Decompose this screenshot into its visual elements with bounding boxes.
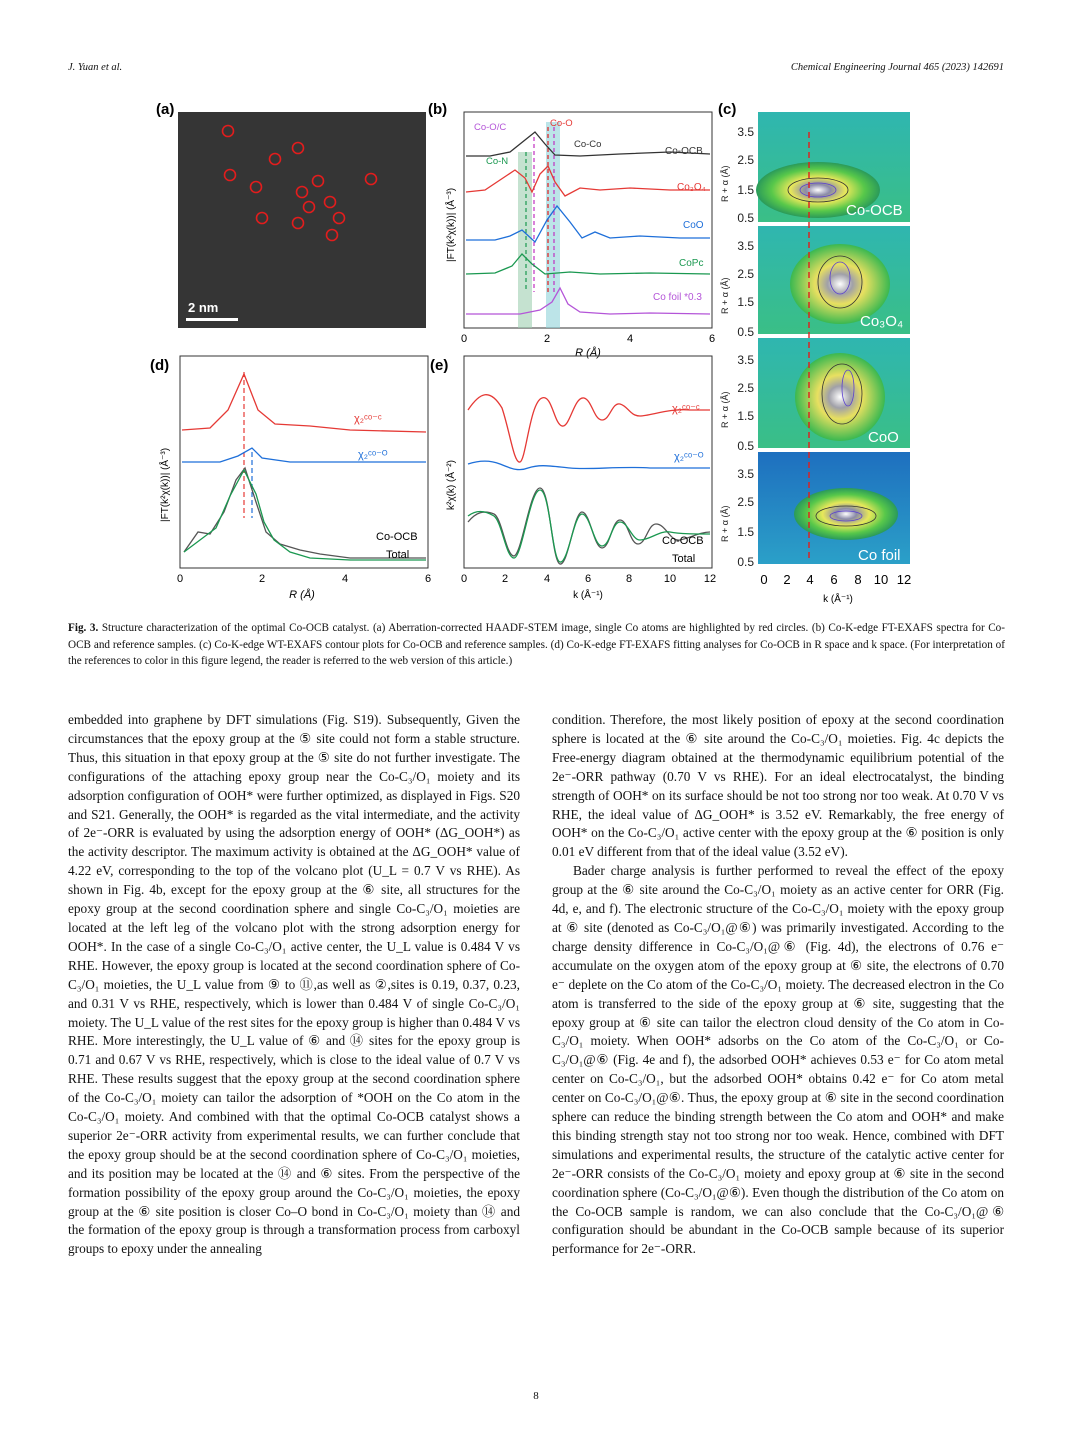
page-number: 8 [533, 1390, 539, 1402]
scale-bar-label: 2 nm [188, 300, 219, 315]
paragraph: condition. Therefore, the most likely position of epoxy at the second coordination sphere is located at the ⑥ site around the Co-C₃/O₁ moieties. Fig. 4c depicts the Free-energy diagram obtained at the thermodynamic equilibrium potential of the 2e⁻-ORR pathway (0.70 V vs RHE). For an ideal electrocatalyst, the binding strength of OOH* on its surface should be not too strong nor too weak. At 0.70 V vs RHE, the ideal value of ΔG_OOH* is 3.52 eV. Remarkably, the free energy of OOH* on the Co-C₃/O₁ active center with the epoxy group at the ⑥ position is only 0.01 eV different from that of the ideal value (3.52 eV). [552, 712, 1004, 860]
panel-b-xlabel: R (Å) [575, 347, 601, 359]
legend-co3o4: Co₃O₄ [677, 182, 706, 193]
panel-c-xtick: 10 [873, 572, 889, 587]
label-chi-co-o: χ₂ᶜᵒ⁻ᴼ [358, 449, 388, 461]
panel-c-ylabel: R + α (Å) [720, 277, 730, 314]
stem-image [178, 112, 426, 328]
panel-c-ytick: 0.5 [737, 555, 754, 569]
panel-c-xtick: 2 [783, 572, 791, 587]
panel-b-plot [444, 112, 715, 359]
panel-c-xtick: 6 [830, 572, 838, 587]
figure-caption [68, 620, 1005, 670]
panel-c-ytick: 3.5 [737, 239, 754, 253]
annotation-co-co: Co-Co [574, 139, 602, 150]
panel-label-b: (b) [428, 101, 448, 118]
running-header-authors: J. Yuan et al. [68, 62, 123, 73]
panel-c-ytick: 3.5 [737, 353, 754, 367]
panel-e-ylabel: k²χ(k) (Å⁻²) [446, 460, 457, 510]
panel-c-ylabel: R + α (Å) [720, 165, 730, 202]
panel-c-xtick: 12 [896, 572, 912, 587]
panel-d-ylabel: |FT(k²χ(k))| (Å⁻³) [160, 447, 171, 522]
series-copc [466, 254, 710, 274]
label-chi-co-o: χ₂ᶜᵒ⁻ᴼ [674, 451, 704, 463]
panel-c-ytick: 2.5 [737, 495, 754, 509]
wt-label-co3o4: Co₃O₄ [860, 313, 904, 330]
panel-c-ytick: 2.5 [737, 153, 754, 167]
panel-b-xtick: 6 [708, 333, 716, 345]
paragraph: embedded into graphene by DFT simulations (Fig. S19). Subsequently, Given the circumstances that the epoxy group at the ⑤ site could not form a stable structure. Thus, this situation in that epoxy group at the ⑤ site do not further investigate. The configurations of the attaching epoxy group near the Co-C₃/O₁ moiety and its adsorption configuration of OOH* were further optimized, as displayed in Figs. S20 and S21. Generally, the OOH* is regarded as the vital intermediate, and the activity of 2e⁻-ORR is evaluated by using the adsorption energy of OOH* (ΔG_OOH*) as the activity descriptor. The maximum activity is obtained at the ΔG_OOH* value of 4.22 eV, corresponding to the top of the volcano plot (U_L = 0.7 V vs RHE). As shown in Fig. 4b, except for the epoxy group at the ⑥ site, all structures for the epoxy group at the second coordination sphere and single Co-C₃/O₁ moieties are located at the left leg of the volcano plot with the strong adsorption energy for OOH*. In the case of a single Co-C₃/O₁ active center, the U_L value is 0.484 V vs RHE. However, the epoxy group is located at the second coordination sphere of Co-C₃/O₁ moieties, the U_L value from ⑨ to ⑪,as well as ②,sites is 0.19, 0.37, 0.23, and 0.31 V vs RHE, respectively, which is lower than 0.484 V of single Co-C₃/O₁ moiety. The U_L value of the rest sites for the epoxy group is higher than 0.484 V vs RHE. More interestingly, the U_L value of ⑥ and ⑭ sites for the epoxy group is 0.71 and 0.67 V vs RHE, respectively, which is close to the ideal value of 0.7 V vs RHE. These results suggest that the epoxy group at the second coordination sphere of the Co-C₃/O₁ moiety can tailor the adsorption of *OOH on the Co atom in the Co-C₃/O₁ moiety. And combined with that the optimal Co-OCB catalyst shows a superior 2e⁻-ORR activity from experimental results, we can further conclude that the epoxy group should be at the second coordination sphere of Co-C₃/O₁ moieties, and its position may be located at the ⑭ and ⑥ sites. From the perspective of the formation possibility of the epoxy group around the Co-C₃/O₁ moieties, the epoxy group at the ⑥ site position is closer Co–O bond in Co-C₃/O₁ moiety than ⑭ and the formation of the epoxy group is through a transformation process from carboxyl groups to epoxy under the annealing [68, 712, 520, 1257]
panel-c-xtick: 8 [854, 572, 862, 587]
panel-b-xtick: 0 [460, 333, 468, 345]
panel-c-ylabel: R + α (Å) [720, 391, 730, 428]
panel-e-xtick: 10 [663, 573, 677, 585]
panel-e-xtick: 4 [543, 573, 551, 585]
panel-b-ylabel: |FT(k²χ(k))| (Å⁻³) [446, 187, 457, 262]
panel-d-xlabel: R (Å) [289, 589, 315, 601]
series-co3o4 [466, 166, 710, 196]
annotation-co-n: Co-N [486, 156, 509, 167]
panel-d-xtick: 2 [258, 573, 266, 585]
right-column [552, 711, 1004, 1259]
panel-d-xtick: 6 [424, 573, 432, 585]
panel-c-ytick: 0.5 [737, 439, 754, 453]
figure-3 [150, 92, 920, 612]
caption-label: Fig. 3. [68, 622, 99, 634]
left-column [68, 711, 520, 1259]
label-chi-co-c: χ₂ᶜᵒ⁻ᶜ [354, 413, 382, 425]
wt-label-co-ocb: Co-OCB [846, 202, 903, 219]
panel-c-xlabel: k (Å⁻¹) [823, 594, 853, 605]
panel-d-xtick: 0 [176, 573, 184, 585]
panel-e-xtick: 8 [625, 573, 633, 585]
legend-co-foil: Co foil *0.3 [653, 292, 702, 303]
panel-label-d: (d) [150, 357, 170, 374]
panel-d-plot [158, 356, 431, 601]
panel-c-ylabel: R + α (Å) [720, 505, 730, 542]
series-coo [466, 206, 710, 242]
panel-c-ytick: 2.5 [737, 267, 754, 281]
legend-co-ocb: Co-OCB [665, 146, 703, 157]
panel-c-xtick: 0 [760, 572, 768, 587]
annotation-co-o: Co-O [550, 118, 573, 129]
panel-c-plots [720, 112, 911, 605]
panel-e-xtick: 0 [460, 573, 468, 585]
panel-c-ytick: 2.5 [737, 381, 754, 395]
panel-c-ytick: 1.5 [737, 183, 754, 197]
label-co-ocb: Co-OCB [376, 531, 418, 543]
panel-d-xtick: 4 [341, 573, 349, 585]
caption-text: Structure characterization of the optimal Co-OCB catalyst. (a) Aberration-corrected HAADF-STEM image, single Co atoms are highlighted by red circles. (b) Co-K-edge FT-EXAFS spectra for Co-OCB and reference samples. (c) Co-K-edge WT-EXAFS contour plots for Co-OCB and reference samples. (d) Co-K-edge FT-EXAFS fitting analyses for Co-OCB in R space and k space. (For interpretation of the references to color in this figure legend, the reader is referred to the web version of this article.) [68, 622, 1005, 667]
annotation-co-o-c: Co-O/C [474, 122, 507, 133]
panel-b-xtick: 4 [626, 333, 634, 345]
panel-label-c: (c) [718, 101, 737, 118]
panel-c-ytick: 1.5 [737, 409, 754, 423]
wt-label-coo: CoO [868, 429, 899, 446]
legend-coo: CoO [683, 220, 704, 231]
panel-c-ytick: 3.5 [737, 467, 754, 481]
panel-e-xlabel: k (Å⁻¹) [573, 590, 603, 601]
legend-copc: CoPc [679, 258, 704, 269]
panel-e-xtick: 12 [703, 573, 717, 585]
label-total: Total [672, 553, 696, 565]
panel-c-ytick: 1.5 [737, 525, 754, 539]
panel-c-ytick: 3.5 [737, 125, 754, 139]
panel-label-a: (a) [156, 101, 175, 118]
paragraph: Bader charge analysis is further performed to reveal the effect of the epoxy group at the ⑥ site around the Co-C₃/O₁ moiety as an active center for ORR (Fig. 4d, e, and f). The electronic structure of the Co-C₃/O₁ moiety with the epoxy group at ⑥ site (denoted as Co-C₃/O₁@⑥) was primarily investigated. According to the charge density difference in Co-C₃/O₁@⑥ (Fig. 4d), the electrons of 0.76 e⁻ accumulate on the oxygen atom of the epoxy group at ⑥ site, the electrons of 0.70 e⁻ deplete on the Co atom of the Co-C₃/O₁ moiety. The decreased electron in the Co atom is transferred to the side of the epoxy group at ⑥ site, suggesting that the epoxy group at ⑥ site can tailor the electron cloud density of the Co atom in Co-C₃/O₁ moiety. When OOH* adsorbs on the Co atom of the Co-C₃/O₁ or Co-C₃/O₁@⑥ (Fig. 4e and f), the adsorbed OOH* achieves 0.53 e⁻ for Co atom metal center on Co-C₃/O₁, but the adsorbed OOH* obtains 0.42 e⁻ for Co atom metal center on Co-C₃/O₁@⑥. Thus, the epoxy group at ⑥ site in the second coordination sphere can reduce the binding strength between the Co atom and OOH* and make this binding strength stay not too strong nor too weak. Hence, combined with DFT simulations and experimental results, the structure of the catalytic active center for 2e⁻-ORR consists of the Co-C₃/O₁ moiety and epoxy group at ⑥ site in the second coordination sphere (Co-C₃/O₁@⑥). Even though the distribution of the Co atom on the Co-OCB sample is random, we can also conclude that the Co-C₃/O₁@⑥ configuration should be abundant in the Co-OCB sample because of its superior performance for 2e⁻-ORR. [552, 863, 1004, 1257]
panel-c-ytick: 0.5 [737, 325, 754, 339]
panel-e-xtick: 2 [501, 573, 509, 585]
label-total: Total [386, 549, 410, 561]
panel-c-ytick: 0.5 [737, 211, 754, 225]
panel-e-xtick: 6 [584, 573, 592, 585]
panel-e-plot [444, 356, 716, 601]
label-co-ocb: Co-OCB [662, 535, 704, 547]
running-header-journal: Chemical Engineering Journal 465 (2023) 142691 [790, 62, 1004, 73]
panel-c-xtick: 4 [806, 572, 814, 587]
panel-b-xtick: 2 [543, 333, 551, 345]
scale-bar [186, 318, 238, 321]
label-chi-co-c: χ₂ᶜᵒ⁻ᶜ [672, 403, 700, 415]
panel-c-ytick: 1.5 [737, 295, 754, 309]
panel-label-e: (e) [430, 357, 449, 374]
wt-label-co-foil: Co foil [858, 547, 901, 564]
